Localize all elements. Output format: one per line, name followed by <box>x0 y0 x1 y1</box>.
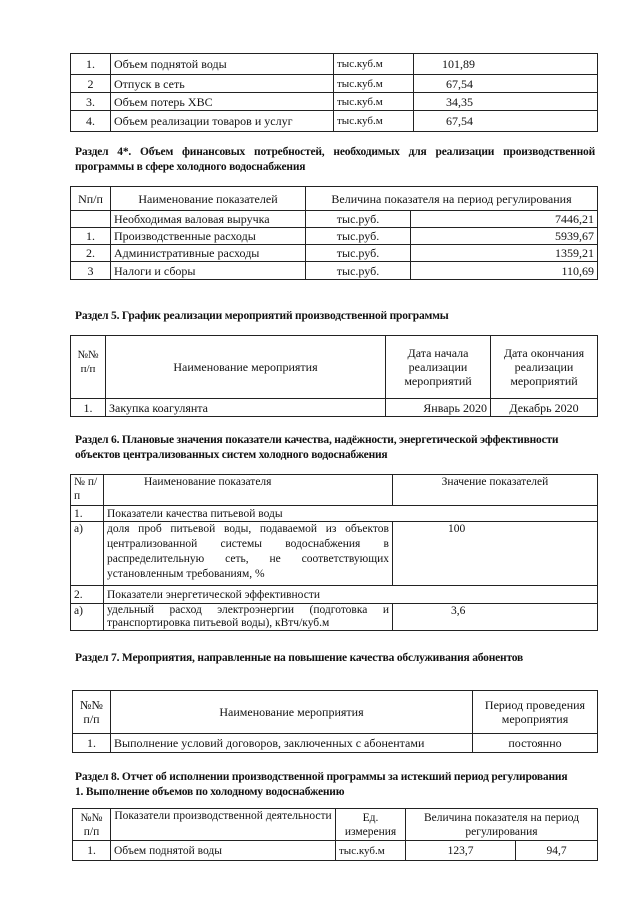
service-table <box>72 690 598 753</box>
row-unit: тыс.руб. <box>306 245 411 262</box>
group-row <box>71 586 598 604</box>
row-number <box>71 211 111 228</box>
section4-title: Раздел 4*. Объем финансовых потребностей, необходимых для реализации производственной программы в сфере холодного водоснабжения <box>75 146 595 173</box>
row-number: 3 <box>71 262 111 280</box>
group-name: Показатели качества питьевой воды <box>104 506 598 522</box>
header-start: Дата начала реализации мероприятий <box>386 336 491 399</box>
row-end: Декабрь 2020 <box>491 399 598 417</box>
row-name: Необходимая валовая выручка <box>111 211 306 228</box>
header-name: Наименование мероприятия <box>111 691 473 734</box>
header-period: Период проведения мероприятия <box>473 691 598 734</box>
row-name: удельный расход электроэнергии (подготовка и транспортировка питьевой воды), кВтч/куб.м <box>104 604 393 631</box>
header-end: Дата окончания реализации мероприятий <box>491 336 598 399</box>
table-row <box>71 399 598 417</box>
header-number: Nп/п <box>71 187 111 211</box>
row-number: а) <box>71 604 104 631</box>
header-name: Наименование мероприятия <box>106 336 386 399</box>
table-row <box>73 734 598 753</box>
section8-subtitle: 1. Выполнение объемов по холодному водоснабжению <box>75 786 345 798</box>
row-unit: тыс.куб.м <box>334 111 414 132</box>
row-value: 67,54 <box>414 75 598 93</box>
report-table <box>72 808 598 861</box>
table-row <box>71 245 598 262</box>
row-number: 1. <box>71 399 106 417</box>
header-value: Величина показателя на период регулирования <box>406 809 598 841</box>
row-unit: тыс.руб. <box>306 262 411 280</box>
table-row <box>71 522 598 586</box>
row-fact-value: 94,7 <box>516 841 598 861</box>
row-number: 2. <box>71 245 111 262</box>
row-number: 2. <box>71 586 104 604</box>
section8-title: Раздел 8. Отчет об исполнении производственной программы за истекший период регулирования <box>75 771 568 783</box>
row-unit: тыс.куб.м <box>334 93 414 111</box>
row-unit: тыс.куб.м <box>334 54 414 75</box>
row-number: 1. <box>73 841 111 861</box>
header-number: №№ п/п <box>73 691 111 734</box>
row-period: постоянно <box>473 734 598 753</box>
header-value: Величина показателя на период регулирования <box>306 187 598 211</box>
table-row <box>71 211 598 228</box>
section7-title: Раздел 7. Мероприятия, направленные на повышение качества обслуживания абонентов <box>75 652 524 664</box>
row-value: 101,89 <box>414 54 598 75</box>
row-value: 67,54 <box>414 111 598 132</box>
row-number: а) <box>71 522 104 586</box>
header-name: Наименование показателя <box>104 475 393 506</box>
table-row <box>73 841 598 861</box>
indicators-table <box>70 474 598 631</box>
row-plan-value: 123,7 <box>406 841 516 861</box>
table-row <box>71 228 598 245</box>
finance-table <box>70 186 598 280</box>
schedule-table <box>70 335 598 417</box>
row-name: Отпуск в сеть <box>111 75 334 93</box>
header-value: Значение показателей <box>393 475 598 506</box>
row-value: 100 <box>393 522 598 586</box>
row-name: Объем потерь ХВС <box>111 93 334 111</box>
table-row <box>71 54 598 75</box>
row-unit: тыс.руб. <box>306 228 411 245</box>
row-value: 34,35 <box>414 93 598 111</box>
row-number: 3. <box>71 93 111 111</box>
row-number: 1. <box>71 506 104 522</box>
header-unit: Ед. измерения <box>336 809 406 841</box>
row-value: 3,6 <box>393 604 598 631</box>
header-name: Показатели производственной деятельности <box>111 809 336 841</box>
table-row <box>71 262 598 280</box>
row-name: доля проб питьевой воды, подаваемой из объектов централизованной системы водоснабжения в распределительную сеть, не соответствующих установленным требованиям, % <box>104 522 393 586</box>
row-unit: тыс.куб.м <box>334 75 414 93</box>
row-name: Объем поднятой воды <box>111 54 334 75</box>
row-name: Объем реализации товаров и услуг <box>111 111 334 132</box>
table-row <box>71 111 598 132</box>
row-name: Выполнение условий договоров, заключенных с абонентами <box>111 734 473 753</box>
row-name: Закупка коагулянта <box>106 399 386 417</box>
header-name: Наименование показателей <box>111 187 306 211</box>
header-number: № п/п <box>71 475 104 506</box>
table-row <box>71 604 598 631</box>
section5-title: Раздел 5. График реализации мероприятий производственной программы <box>75 310 449 322</box>
row-name: Производственные расходы <box>111 228 306 245</box>
row-value: 1359,21 <box>411 245 598 262</box>
volumes-table <box>70 53 598 132</box>
row-start: Январь 2020 <box>386 399 491 417</box>
row-value: 110,69 <box>411 262 598 280</box>
row-name: Налоги и сборы <box>111 262 306 280</box>
row-number: 1. <box>71 228 111 245</box>
row-value: 7446,21 <box>411 211 598 228</box>
group-name: Показатели энергетической эффективности <box>104 586 598 604</box>
table-row <box>71 93 598 111</box>
row-unit: тыс.куб.м <box>336 841 406 861</box>
section6-title: Раздел 6. Плановые значения показатели качества, надёжности, энергетической эффективности объектов централизованных систем холодного водоснабжения <box>75 434 559 461</box>
row-name: Объем поднятой воды <box>111 841 336 861</box>
table-row <box>71 75 598 93</box>
row-number: 1. <box>73 734 111 753</box>
row-number: 2 <box>71 75 111 93</box>
header-number: №№ п/п <box>73 809 111 841</box>
row-unit: тыс.руб. <box>306 211 411 228</box>
group-row <box>71 506 598 522</box>
row-value: 5939,67 <box>411 228 598 245</box>
row-number: 4. <box>71 111 111 132</box>
row-name: Административные расходы <box>111 245 306 262</box>
header-number: №№ п/п <box>71 336 106 399</box>
row-number: 1. <box>71 54 111 75</box>
